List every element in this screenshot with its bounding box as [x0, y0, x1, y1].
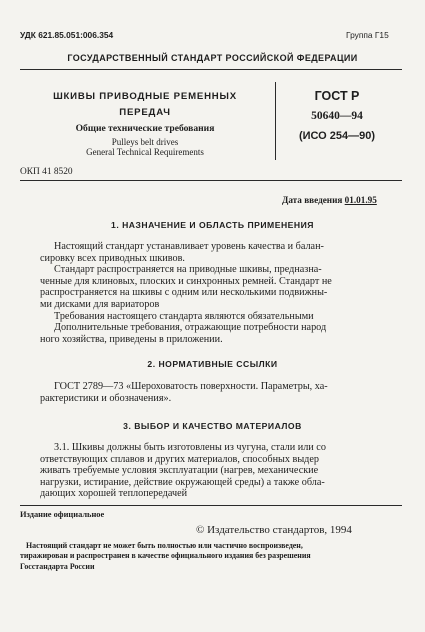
okp-divider	[20, 180, 402, 181]
text-line: нагрузки, истирание, действие окружающей среды) а также обла-	[40, 476, 325, 488]
text-line: Дополнительные требования, отражающие потребности народ	[54, 322, 327, 334]
header-divider	[20, 69, 402, 70]
copyright: © Издательство стандартов, 1994	[196, 524, 352, 536]
effective-date-value: 01.01.95	[344, 195, 377, 205]
text-line: ответствующих сплавов и других материалов, способных выдер	[40, 453, 319, 465]
section-3-title: 3. ВЫБОР И КАЧЕСТВО МАТЕРИАЛОВ	[123, 421, 302, 431]
okp-code: ОКП 41 8520	[20, 167, 73, 177]
section-1-title: 1. НАЗНАЧЕНИЕ И ОБЛАСТЬ ПРИМЕНЕНИЯ	[111, 220, 314, 230]
text-line: распространяется на шкивы с одним или несколькими подвижны-	[40, 287, 328, 299]
official-edition: Издание официальное	[20, 510, 105, 519]
group-code: Группа Г15	[346, 30, 389, 40]
text-line: рактеристики и обозначения».	[40, 392, 172, 404]
section-3-body	[40, 442, 390, 500]
text-line: ного хозяйства, приведены в приложении.	[40, 333, 223, 345]
text-line: Стандарт распространяется на приводные шкивы, предназна-	[54, 264, 322, 276]
text-line: Требования настоящего стандарта являются обязательными	[54, 310, 314, 322]
title-line1: ШКИВЫ ПРИВОДНЫЕ РЕМЕННЫХ	[53, 91, 237, 102]
notice-line: Настоящий стандарт не может быть полностью или частично воспроизведен,	[26, 541, 303, 550]
iso-number: (ИСО 254—90)	[298, 130, 376, 142]
effective-date	[282, 195, 377, 205]
text-line: ми дисками для вариаторов	[40, 298, 160, 310]
udk-code: УДК 621.85.051:006.354	[20, 30, 114, 40]
title-separator	[275, 82, 276, 160]
title-subtitle-ru: Общие технические требования	[75, 123, 215, 134]
footer-divider	[20, 505, 402, 506]
gost-number: 50640—94	[311, 110, 363, 122]
gost-label: ГОСТ Р	[314, 89, 360, 103]
title-english-1: Pulleys belt drives	[111, 137, 179, 147]
section-2-body	[40, 381, 390, 404]
title-english-2: General Technical Requirements	[86, 147, 204, 157]
section-1-body	[40, 241, 390, 345]
text-line: ГОСТ 2789—73 «Шероховатость поверхности. Параметры, ха-	[54, 381, 328, 392]
title-line2: ПЕРЕДАЧ	[119, 107, 171, 118]
text-line: живать требуемые условия эксплуатации (нагрев, механические	[40, 465, 319, 477]
notice-line: тиражирован и распространен в качестве официального издания без разрешения	[20, 551, 311, 561]
text-line: дающих хорошей теплопередачей	[40, 488, 188, 500]
section-2-title: 2. НОРМАТИВНЫЕ ССЫЛКИ	[147, 359, 278, 369]
reproduction-notice	[20, 541, 405, 572]
text-line: сировку всех приводных шкивов.	[40, 252, 185, 264]
notice-line: Госстандарта России	[20, 561, 95, 571]
effective-date-label: Дата введения	[282, 195, 343, 205]
text-line: ченные для клиновых, плоских и синхронных ремней. Стандарт не	[40, 275, 332, 287]
text-line: 3.1. Шкивы должны быть изготовлены из чугуна, стали или со	[54, 442, 326, 453]
text-line: Настоящий стандарт устанавливает уровень качества и балан-	[54, 241, 324, 252]
standard-org: ГОСУДАРСТВЕННЫЙ СТАНДАРТ РОССИЙСКОЙ ФЕДЕРАЦИИ	[67, 53, 358, 63]
